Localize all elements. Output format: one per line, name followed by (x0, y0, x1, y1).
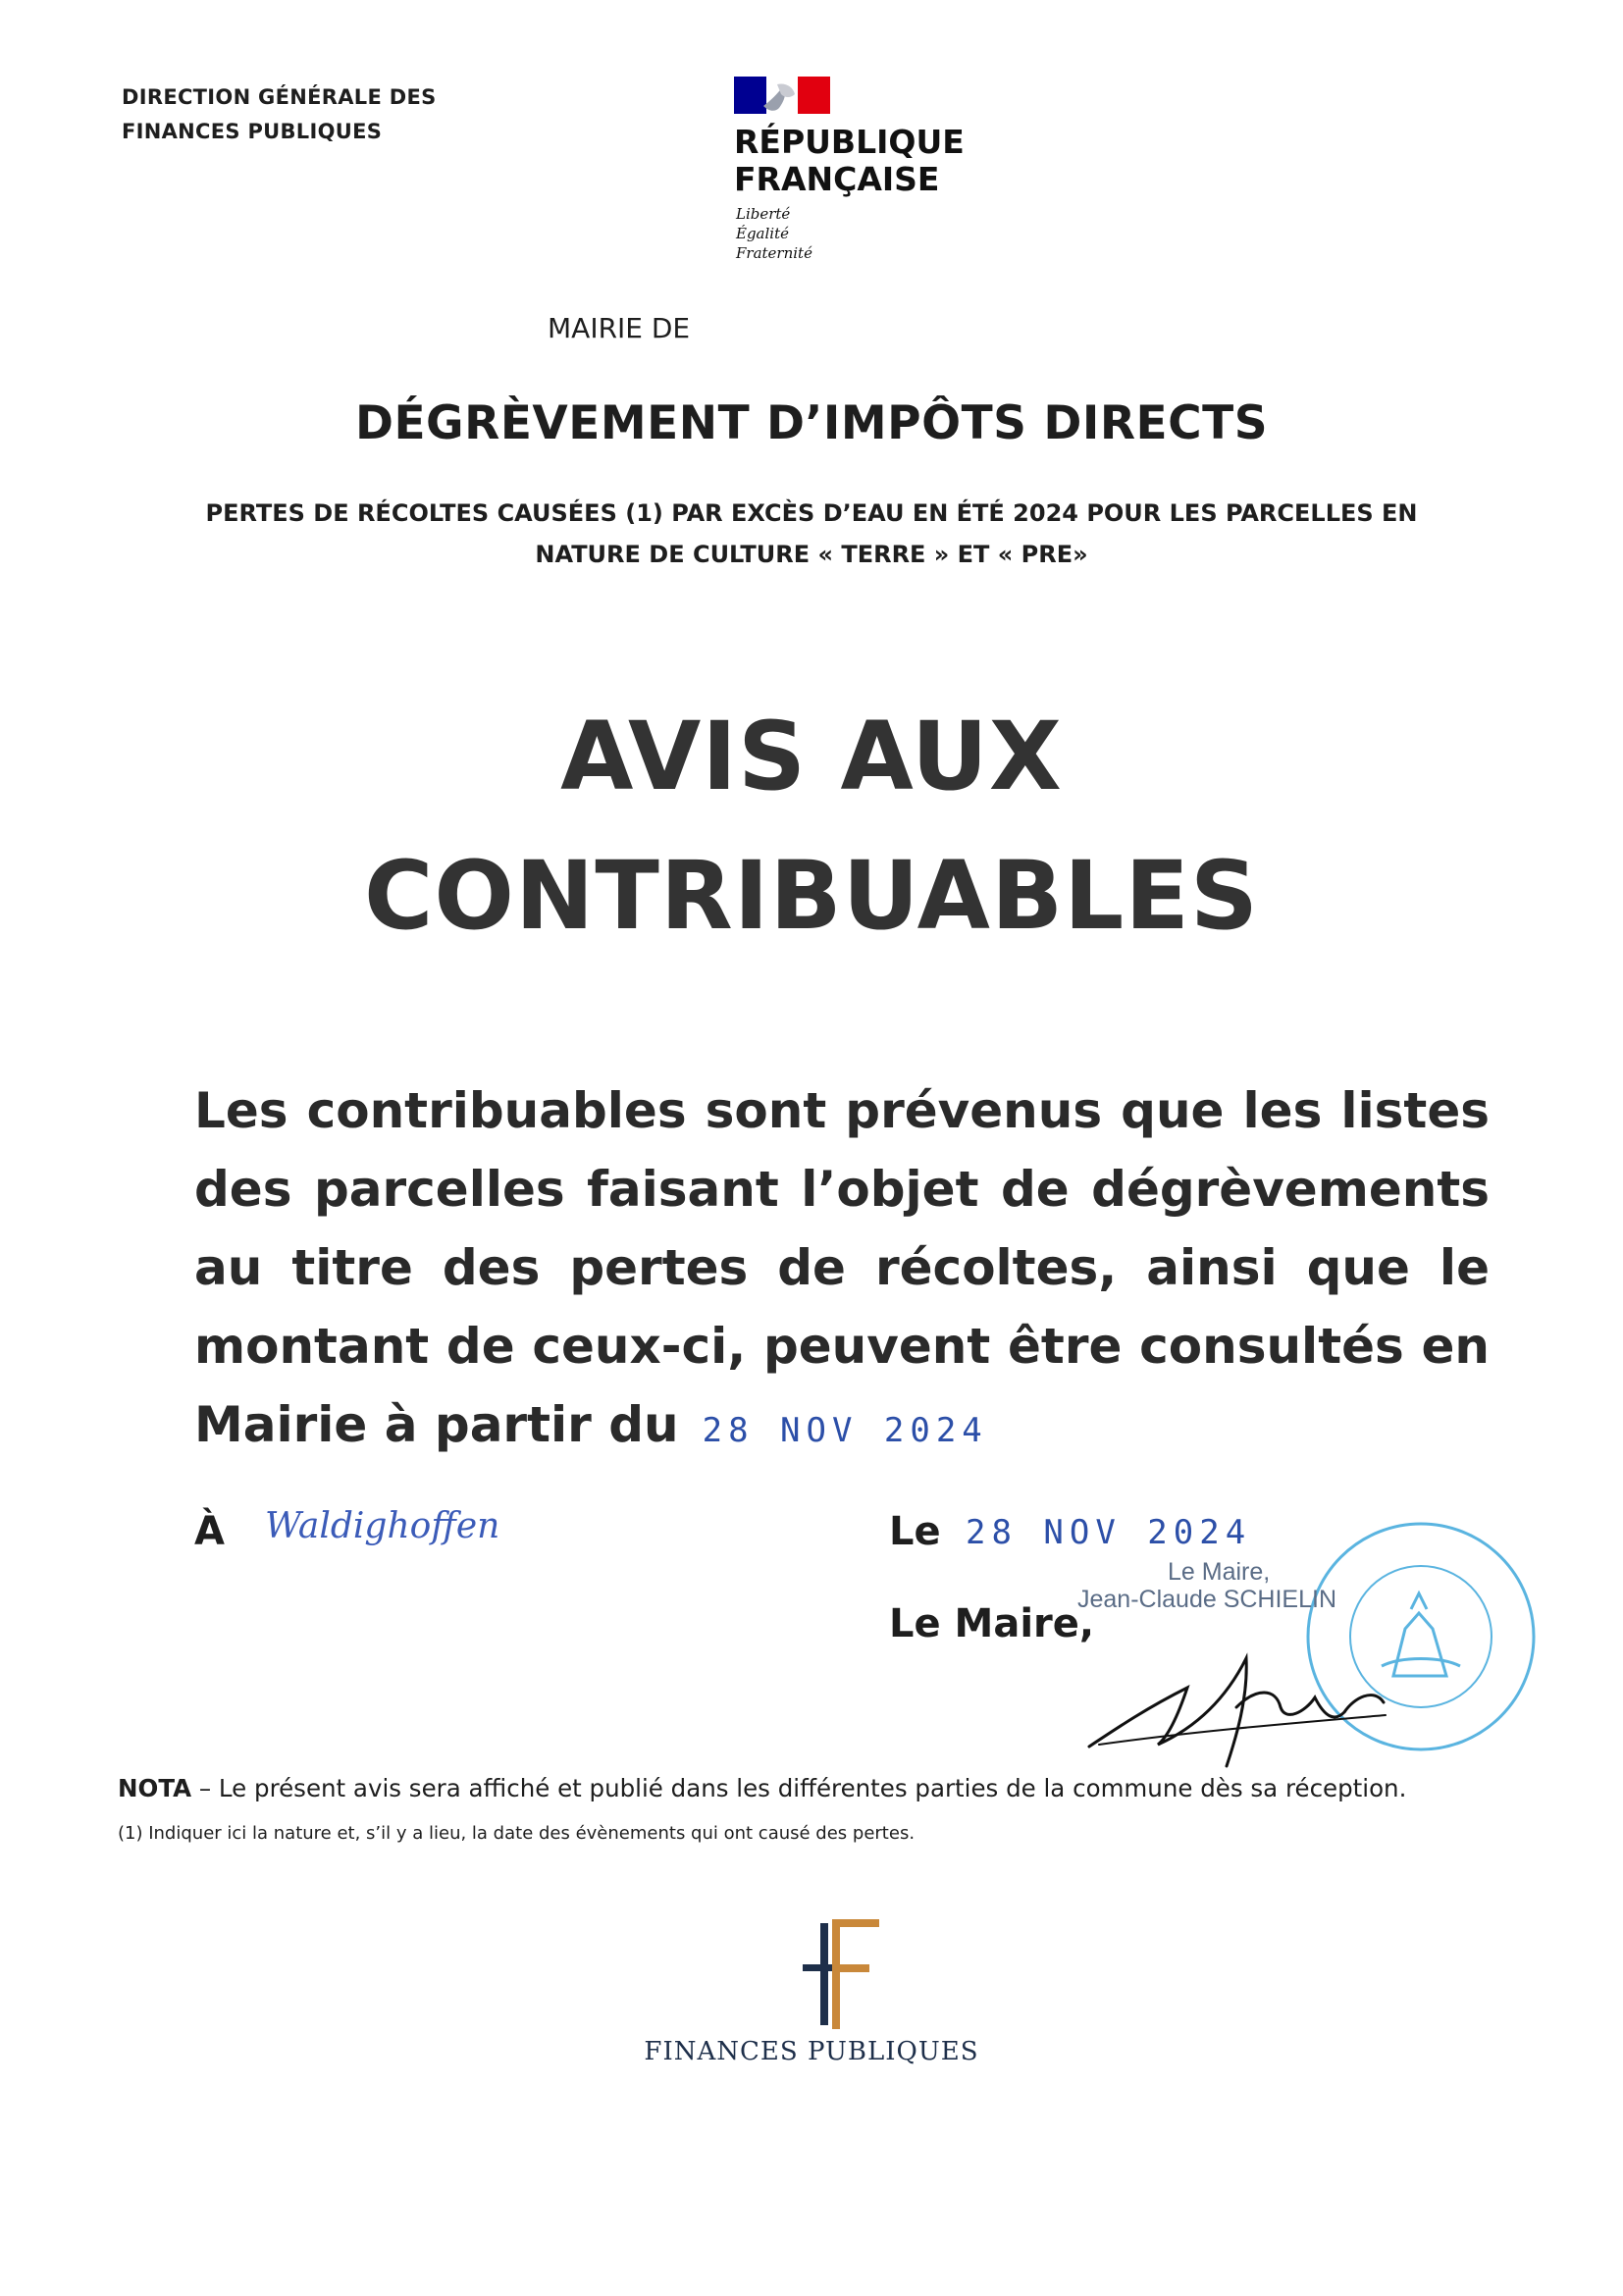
nota-line (118, 1774, 1406, 1802)
republic-motto (736, 204, 812, 263)
place-label: À (194, 1509, 225, 1554)
maire-label: Le Maire, (889, 1601, 1095, 1646)
footnote: (1) Indiquer ici la nature et, s’il y a lieu, la date des évènements qui ont causé des pertes. (118, 1823, 916, 1844)
finances-publiques-name: FINANCES PUBLIQUES (644, 2037, 979, 2066)
notice-body (194, 1071, 1490, 1470)
avis-heading (0, 687, 1623, 965)
finances-publiques-logo-icon (785, 1915, 883, 2033)
stamp-maire-title: Le Maire, (1168, 1558, 1271, 1586)
stamp-maire-name: Jean-Claude SCHIELIN (1077, 1586, 1337, 1613)
subtitle-line-1: PERTES DE RÉCOLTES CAUSÉES (1) PAR EXCÈS D’EAU EN ÉTÉ 2024 POUR LES PARCELLES EN (205, 499, 1418, 527)
date-value-stamp: 28 NOV 2024 (966, 1513, 1252, 1552)
notice-text: Les contribuables sont prévenus que les listes des parcelles faisant l’objet de dégrèvements au titre des pertes de récoltes, ainsi que le montant de ceux-ci, peuvent être consultés en Mairie à partir du (194, 1082, 1490, 1453)
signature-icon (1079, 1629, 1393, 1776)
motto-fraternite: Fraternité (736, 244, 812, 262)
motto-egalite: Égalité (736, 225, 789, 242)
date-label: Le (889, 1509, 941, 1554)
nota-text: – Le présent avis sera affiché et publié dans les différentes parties de la commune dès sa réception. (191, 1774, 1407, 1802)
nota-label: NOTA (118, 1774, 192, 1802)
republique-line-2: FRANÇAISE (734, 160, 940, 198)
republique-francaise (734, 124, 965, 198)
mairie-label: MAIRIE DE (548, 312, 691, 344)
republique-line-1: RÉPUBLIQUE (734, 123, 965, 161)
subtitle-line-2: NATURE DE CULTURE « TERRE » ET « PRE» (535, 541, 1088, 568)
document-subtitle (196, 493, 1427, 575)
date-stamp: 28 NOV 2024 (702, 1411, 988, 1450)
document-title: DÉGRÈVEMENT D’IMPÔTS DIRECTS (354, 396, 1269, 450)
motto-liberte: Liberté (736, 205, 791, 223)
avis-line-1: AVIS AUX (560, 702, 1063, 811)
place-handwritten: Waldighoffen (265, 1506, 500, 1546)
dgfip-line-1: DIRECTION GÉNÉRALE DES (122, 85, 437, 109)
dgfip-line-2: FINANCES PUBLIQUES (122, 120, 383, 143)
avis-line-2: CONTRIBUABLES (363, 841, 1260, 951)
dgfip-header (122, 80, 437, 149)
marianne-flag-icon (734, 77, 830, 114)
